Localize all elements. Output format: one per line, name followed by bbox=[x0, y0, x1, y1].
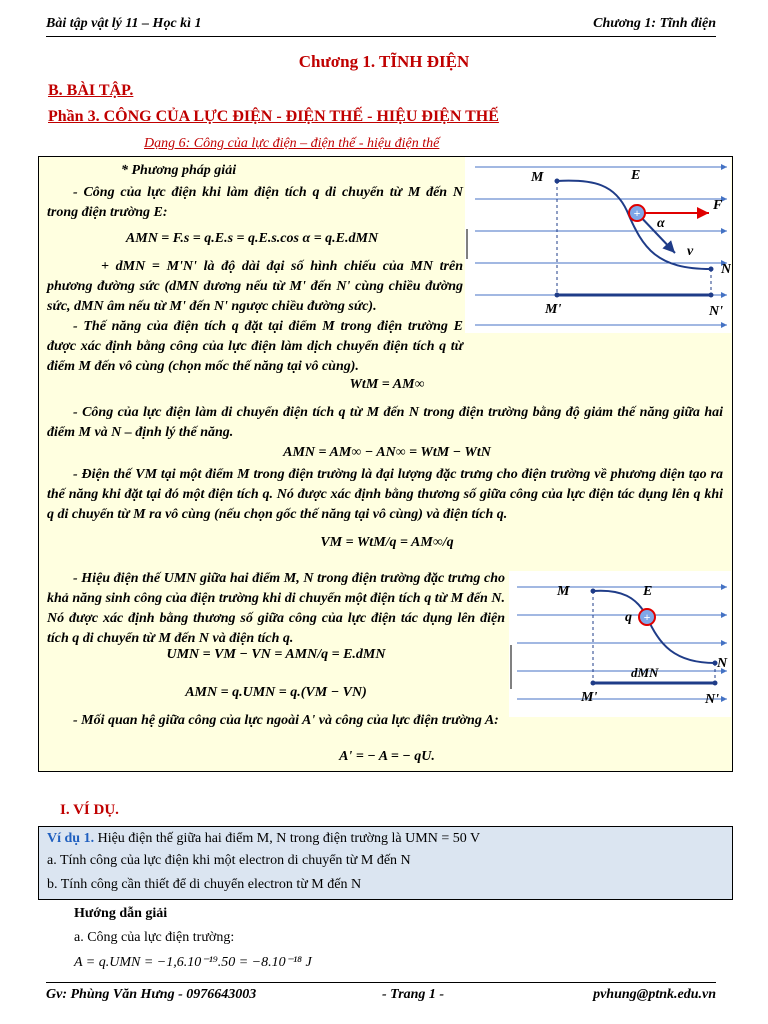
solution-line-1: a. Công của lực điện trường: bbox=[74, 930, 235, 945]
fig1-label-e: E bbox=[631, 168, 641, 183]
figure-1-svg bbox=[465, 157, 731, 333]
example-part-a: a. Tính công của lực điện khi một electron di chuyển từ M đến N bbox=[47, 853, 411, 868]
fig1-label-f: F bbox=[713, 198, 723, 213]
fig1-label-n1: N' bbox=[709, 304, 723, 319]
fig2-label-q: q bbox=[625, 610, 632, 625]
fig2-label-m: M bbox=[557, 584, 570, 599]
part3-heading: Phần 3. CÔNG CỦA LỰC ĐIỆN - ĐIỆN THẾ - HIỆU ĐIỆN THẾ bbox=[48, 108, 499, 125]
equation-3: AMN = AM∞ − AN∞ = WtM − WtN bbox=[283, 445, 491, 460]
example-label: Ví dụ 1. bbox=[47, 831, 95, 846]
footer-left: Gv: Phùng Văn Hưng - 0976643003 bbox=[46, 987, 257, 1002]
section-b-heading: B. BÀI TẬP. bbox=[48, 82, 134, 99]
example-part-b: b. Tính công cần thiết để di chuyển electron từ M đến N bbox=[47, 877, 362, 892]
chapter-title: Chương 1. TĨNH ĐIỆN bbox=[298, 52, 470, 71]
fig1-label-v: v bbox=[687, 244, 694, 259]
equation-6: AMN = q.UMN = q.(VM − VN) bbox=[185, 685, 367, 700]
equation-7: A' = − A = − qU. bbox=[339, 749, 435, 764]
para-7: - Mối quan hệ giữa công của lực ngoài A' và công của lực điện trường A: bbox=[73, 713, 499, 728]
header-right: Chương 1: Tĩnh điện bbox=[593, 16, 716, 31]
para-4: - Công của lực điện làm di chuyển điện tích q từ M đến N trong điện trường bằng độ giảm thế năng giữa hai điểm M và N – định lý thế năng. bbox=[47, 405, 723, 440]
para-3: - Thế năng của điện tích q đặt tại điểm M trong điện trường E được xác định bằng công của lực điện làm dịch chuyển điện tích q từ điểm M đến vô cùng (chọn mốc thế năng tại vô cùng). bbox=[47, 319, 463, 374]
solution-heading: Hướng dẫn giải bbox=[74, 906, 168, 921]
figure-2 bbox=[509, 571, 731, 717]
para-6: - Hiệu điện thế UMN giữa hai điểm M, N trong điện trường đặc trưng cho khả năng sinh công của điện trường khi di chuyển một điện tích q từ M đến N. Nó được xác định bằng thương số giữa công của lực điện tác dụng lên điện tích q di chuyển từ M đến N và điện tích q. bbox=[47, 571, 505, 646]
method-heading: * Phương pháp giải bbox=[121, 163, 237, 178]
fig2-label-n1: N' bbox=[705, 692, 719, 707]
footer-right: pvhung@ptnk.edu.vn bbox=[593, 987, 716, 1002]
header-left: Bài tập vật lý 11 – Học kì 1 bbox=[46, 16, 202, 31]
svg-text:+: + bbox=[633, 206, 641, 220]
equation-2: WtM = AM∞ bbox=[349, 377, 425, 392]
page-header bbox=[46, 14, 716, 37]
vidu-heading: I. VÍ DỤ. bbox=[60, 802, 119, 818]
solution-line-2: A = q.UMN = −1,6.10⁻¹⁹.50 = −8.10⁻¹⁸ J bbox=[74, 955, 312, 970]
trajectory-2 bbox=[593, 591, 715, 663]
fig2-label-m1: M' bbox=[581, 690, 598, 705]
figure-2-svg bbox=[509, 571, 731, 717]
fig1-label-m1: M' bbox=[545, 302, 562, 317]
para-1: - Công của lực điện khi làm điện tích q di chuyển từ M đến N trong điện trường E: bbox=[47, 185, 463, 220]
para-5: - Điện thế VM tại một điểm M trong điện trường là đại lượng đặc trưng cho điện trường về phương diện tạo ra thế năng khi đặt tại đó một điện tích q. Nó được xác định bằng thương số giữa công của lực điện tác dụng lên q khi q di chuyển từ M ra vô cùng (nếu chọn gốc thế năng tại vô cùng) và điện tích q. bbox=[47, 467, 723, 522]
fig1-label-m: M bbox=[531, 170, 544, 185]
page-footer bbox=[46, 982, 716, 1007]
example-stem-line bbox=[47, 831, 480, 847]
dang6-heading: Dạng 6: Công của lực điện – điện thế - hiệu điện thế bbox=[144, 136, 440, 151]
equation-5: UMN = VM − VN = AMN/q = E.dMN bbox=[166, 647, 386, 662]
fig2-label-d: dMN bbox=[631, 665, 659, 680]
fig1-label-alpha: α bbox=[657, 216, 665, 231]
equation-4: VM = WtM/q = AM∞/q bbox=[320, 535, 454, 550]
fig2-label-e: E bbox=[643, 584, 653, 599]
figure-1 bbox=[465, 157, 731, 333]
equation-1: AMN = F.s = q.E.s = q.E.s.cos α = q.E.dMN bbox=[125, 231, 379, 246]
example-stem: Hiệu điện thế giữa hai điểm M, N trong điện trường là UMN = 50 V bbox=[97, 831, 481, 846]
svg-text:+: + bbox=[643, 610, 651, 624]
example-box bbox=[38, 826, 733, 900]
footer-center: - Trang 1 - bbox=[382, 987, 445, 1002]
fig2-label-n: N bbox=[717, 656, 728, 671]
fig1-label-n: N bbox=[721, 262, 731, 277]
method-box bbox=[38, 156, 733, 772]
para-2: + dMN = M'N' là độ dài đại số hình chiếu của MN trên phương đường sức (dMN dương nếu từ M' đến N' cùng chiều đường sức, dMN âm nếu từ M' đến N' ngược chiều đường sức). bbox=[47, 259, 463, 314]
